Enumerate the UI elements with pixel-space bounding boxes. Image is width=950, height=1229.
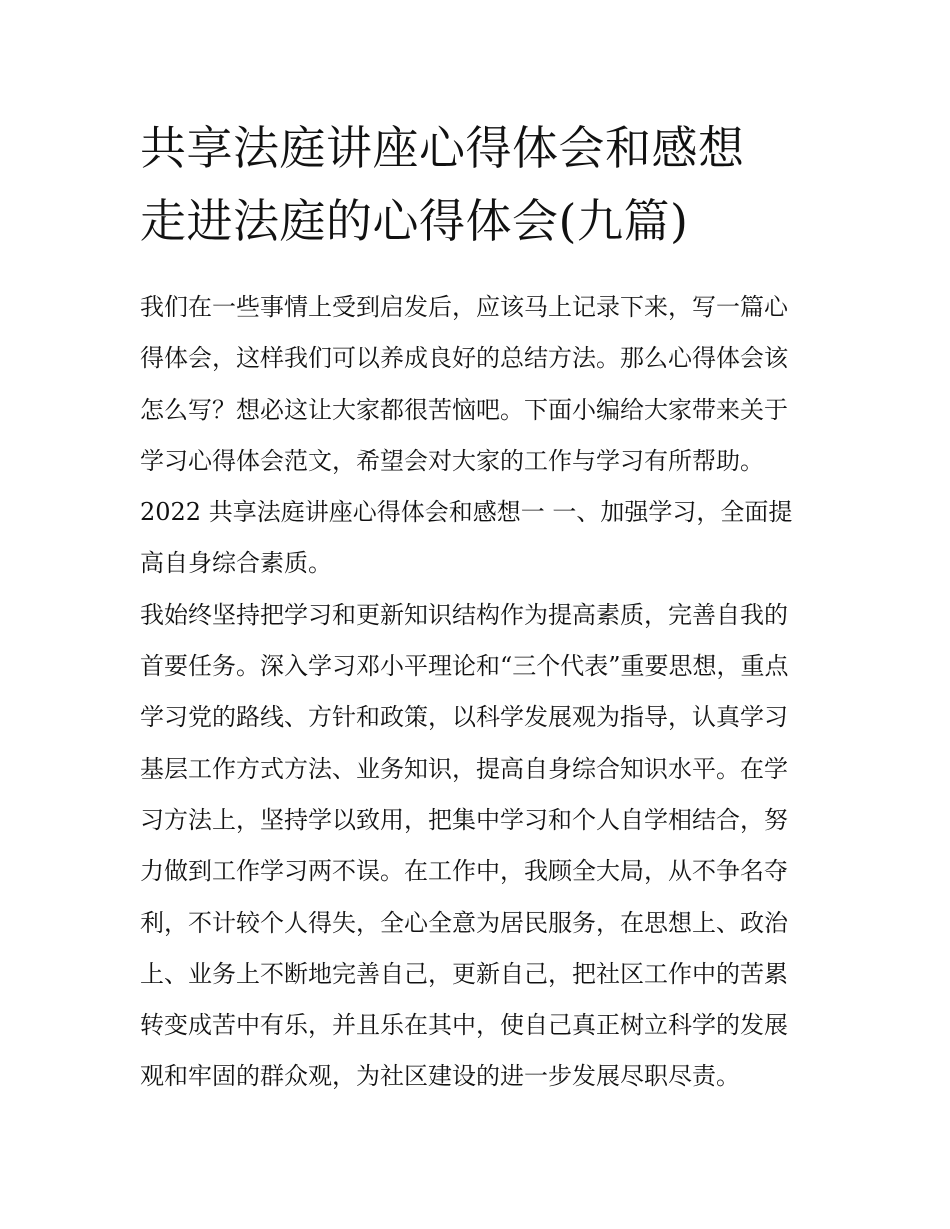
- paragraph-section-heading: [140, 487, 820, 590]
- text-line: 力做到工作学习两不误。在工作中，我顾全大局，从不争名夺: [140, 857, 788, 886]
- text-line: 首要任务。深入学习邓小平理论和“三个代表”重要思想，重点: [140, 652, 789, 681]
- text-line: 高自身综合素质。: [140, 549, 332, 578]
- text-line: 怎么写？想必这让大家都很苦恼吧。下面小编给大家带来关于: [140, 395, 788, 424]
- text-line: 2022 共享法庭讲座心得体会和感想一 一、加强学习，全面提: [140, 498, 793, 527]
- text-line: 观和牢固的群众观，为社区建设的进一步发展尽职尽责。: [140, 1062, 740, 1091]
- text-line: 基层工作方式方法、业务知识，提高自身综合知识水平。在学: [140, 754, 788, 783]
- title-line-2: 走进法庭的心得体会(九篇): [140, 194, 689, 248]
- document-title: [140, 112, 840, 258]
- document-body: [140, 282, 820, 1103]
- paragraph-intro: [140, 282, 820, 487]
- paragraph-main: [140, 590, 820, 1103]
- text-line: 我始终坚持把学习和更新知识结构作为提高素质，完善自我的: [140, 600, 788, 629]
- text-line: 我们在一些事情上受到启发后，应该马上记录下来，写一篇心: [140, 293, 788, 321]
- title-line-1: 共享法庭讲座心得体会和感想: [140, 121, 745, 175]
- text-line: 利，不计较个人得失，全心全意为居民服务，在思想上、政治: [140, 908, 788, 937]
- text-line: 学习心得体会范文，希望会对大家的工作与学习有所帮助。: [140, 446, 764, 475]
- text-line: 上、业务上不断地完善自己，更新自己，把社区工作中的苦累: [140, 959, 788, 988]
- text-line: 得体会，这样我们可以养成良好的总结方法。那么心得体会该: [140, 344, 788, 373]
- text-line: 学习党的路线、方针和政策，以科学发展观为指导，认真学习: [140, 703, 788, 732]
- text-line: 转变成苦中有乐，并且乐在其中，使自己真正树立科学的发展: [140, 1011, 788, 1040]
- text-line: 习方法上，坚持学以致用，把集中学习和个人自学相结合，努: [140, 805, 788, 834]
